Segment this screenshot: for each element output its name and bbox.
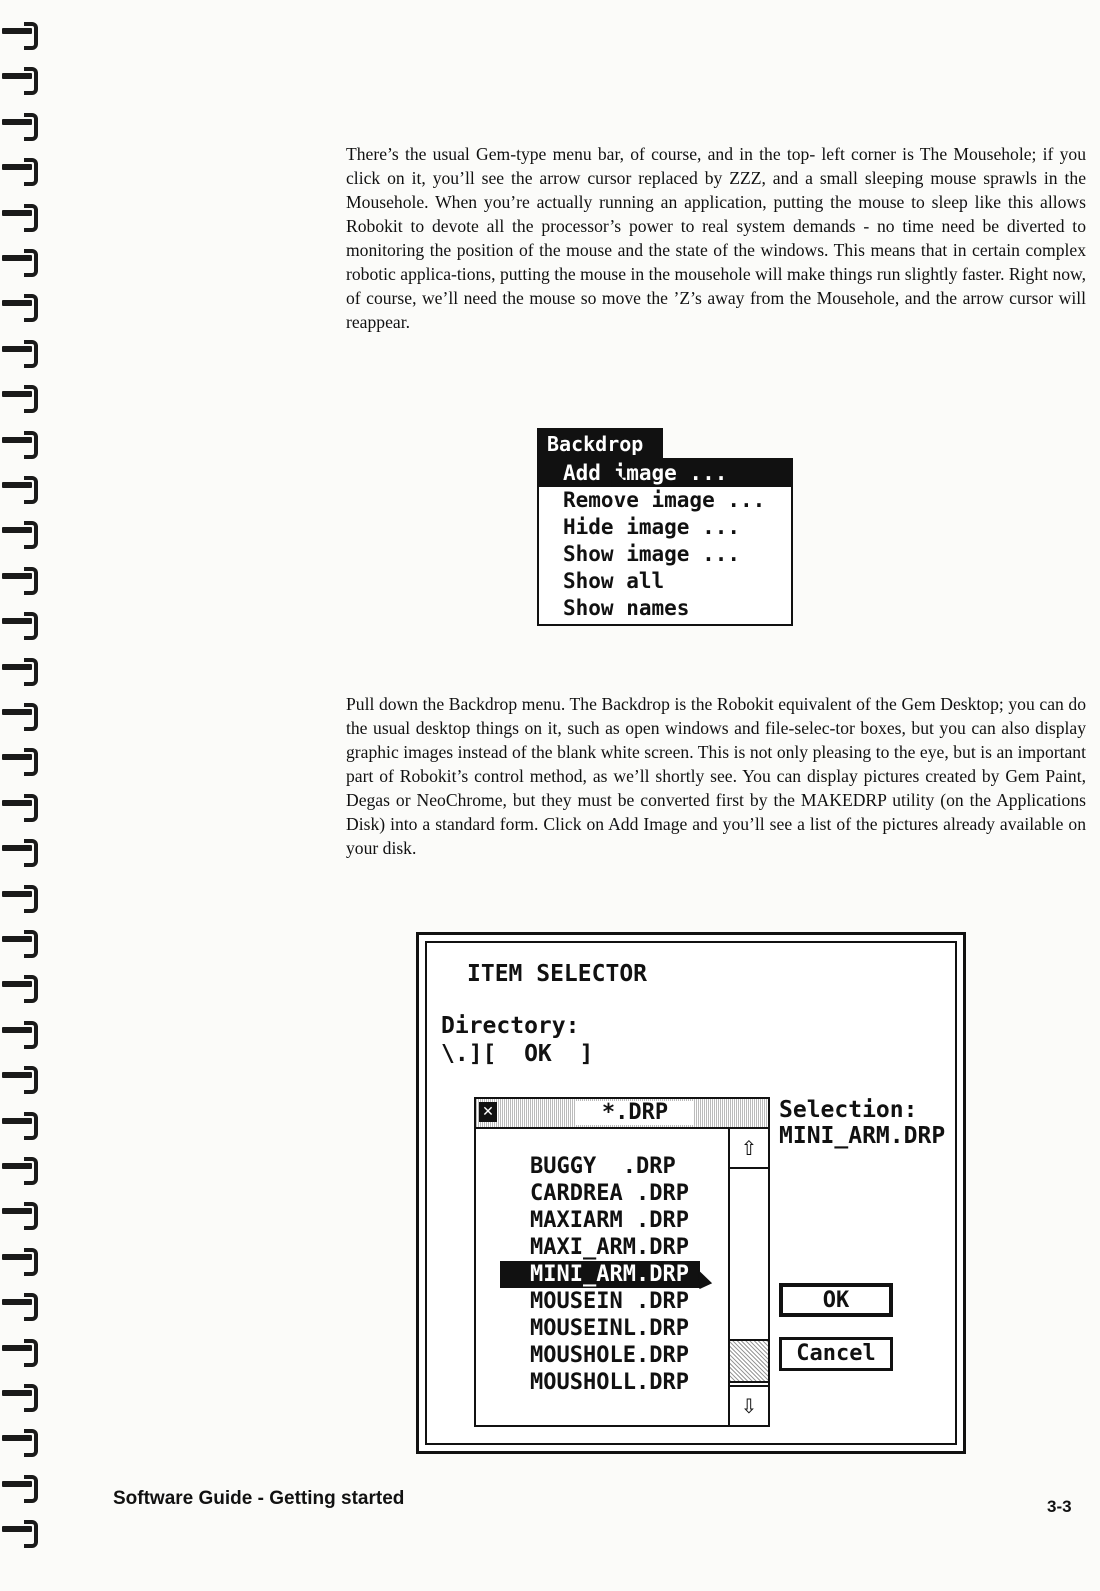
binding-coil xyxy=(2,792,36,814)
binding-coil xyxy=(2,1110,36,1132)
menu-item[interactable]: Add image ... xyxy=(539,460,791,487)
spiral-binding xyxy=(0,20,40,1580)
binding-coil xyxy=(2,1518,36,1540)
directory-label: Directory: xyxy=(441,1013,580,1039)
binding-coil xyxy=(2,656,36,678)
binding-coil xyxy=(2,429,36,451)
page-number: 3-3 xyxy=(1047,1497,1072,1516)
binding-coil xyxy=(2,1382,36,1404)
binding-coil xyxy=(2,1019,36,1041)
file-list xyxy=(500,1153,700,1396)
binding-coil xyxy=(2,1473,36,1495)
ok-button[interactable]: OK xyxy=(779,1283,893,1317)
item-selector-dialog xyxy=(416,932,966,1454)
scroll-thumb[interactable] xyxy=(730,1339,768,1383)
binding-coil xyxy=(2,1246,36,1268)
file-list-item[interactable]: BUGGY .DRP xyxy=(530,1154,676,1179)
dialog-frame xyxy=(425,941,957,1445)
file-list-item[interactable]: MOUSEIN .DRP xyxy=(530,1289,689,1314)
file-window-titlebar xyxy=(476,1099,768,1129)
binding-coil xyxy=(2,610,36,632)
menu-item[interactable]: Show all xyxy=(563,569,665,593)
footer-guide-title: Software Guide - Getting started xyxy=(113,1488,405,1509)
scrollbar[interactable] xyxy=(728,1129,768,1425)
up-arrow-icon[interactable]: ⇧ xyxy=(730,1129,768,1169)
file-list-window xyxy=(474,1097,770,1427)
menu-item[interactable]: Show image ... xyxy=(563,542,741,566)
binding-coil xyxy=(2,65,36,87)
binding-coil xyxy=(2,837,36,859)
file-list-item[interactable]: MAXIARM .DRP xyxy=(530,1208,689,1233)
file-list-item[interactable]: MOUSHOLE.DRP xyxy=(530,1343,689,1368)
binding-coil xyxy=(2,973,36,995)
paragraph-intro: There’s the usual Gem-type menu bar, of course, and in the top- left corner is The Mousehole; if you click on it, you’ll see the arrow cursor replaced by ZZZ, and a small sleeping mouse sprawls in the Mousehole. When you’re actually running an application, putting the mouse to sleep like this allows Robokit to devote all the processor’s power to real system demands - no time need be diverted to monitoring the position of the mouse and the state of the windows. This means that in certain complex robotic applica-tions, putting the mouse in the mousehole will make things run slightly faster. Right now, of course, we’ll need the mouse so move the ’Z’s away from the Mousehole, and the arrow cursor will reappear. xyxy=(346,144,1086,332)
binding-coil xyxy=(2,701,36,723)
selection-label: Selection: xyxy=(779,1097,918,1123)
binding-coil xyxy=(2,883,36,905)
binding-coil xyxy=(2,383,36,405)
binding-coil xyxy=(2,474,36,496)
binding-coil xyxy=(2,565,36,587)
file-list-item[interactable]: CARDREA .DRP xyxy=(530,1181,689,1206)
backdrop-dropdown xyxy=(537,458,793,626)
file-list-item[interactable]: MOUSHOLL.DRP xyxy=(530,1370,689,1395)
binding-coil xyxy=(2,247,36,269)
binding-coil xyxy=(2,1064,36,1086)
file-list-item[interactable]: MOUSEINL.DRP xyxy=(530,1316,689,1341)
binding-coil xyxy=(2,928,36,950)
binding-coil xyxy=(2,1200,36,1222)
binding-coil xyxy=(2,1337,36,1359)
binding-coil xyxy=(2,20,36,42)
cancel-button[interactable]: Cancel xyxy=(779,1337,893,1371)
binding-coil xyxy=(2,519,36,541)
binding-coil xyxy=(2,1427,36,1449)
binding-coil xyxy=(2,1155,36,1177)
close-box-icon[interactable]: ✕ xyxy=(479,1102,497,1122)
menu-item[interactable]: Hide image ... xyxy=(563,515,741,539)
file-mask[interactable]: *.DRP xyxy=(576,1101,694,1125)
binding-coil xyxy=(2,156,36,178)
selection-input[interactable]: MINI_ARM.DRP xyxy=(779,1123,946,1149)
binding-coil xyxy=(2,338,36,360)
down-arrow-icon[interactable]: ⇩ xyxy=(730,1385,768,1425)
paragraph-backdrop: Pull down the Backdrop menu. The Backdrop is the Robokit equivalent of the Gem Desktop; you can do the usual desktop things on it, such as open windows and file-selec-tor boxes, but you can also display graphic images instead of the blank white screen. This is not only pleasing to the eye, but is an important part of Robokit’s control method, as we’ll shortly see. You can display pictures created by Gem Paint, Degas or NeoChrome, but they must be converted first by the MAKEDRP utility (on the Applications Disk) into a standard form. Click on Add Image and you’ll see a list of the pictures already available on your disk. xyxy=(346,694,1086,858)
backdrop-menu-title[interactable]: Backdrop xyxy=(537,428,663,460)
file-list-item[interactable]: MINI_ARM.DRP xyxy=(500,1261,700,1288)
dialog-title: ITEM SELECTOR xyxy=(467,961,648,987)
file-list-item[interactable]: MAXI_ARM.DRP xyxy=(530,1235,689,1260)
menu-item[interactable]: Remove image ... xyxy=(563,488,766,512)
binding-coil xyxy=(2,292,36,314)
directory-field[interactable]: \.][ OK ] xyxy=(441,1041,594,1067)
binding-coil xyxy=(2,1291,36,1313)
binding-coil xyxy=(2,202,36,224)
menu-item[interactable]: Show names xyxy=(563,596,690,620)
binding-coil xyxy=(2,746,36,768)
binding-coil xyxy=(2,111,36,133)
